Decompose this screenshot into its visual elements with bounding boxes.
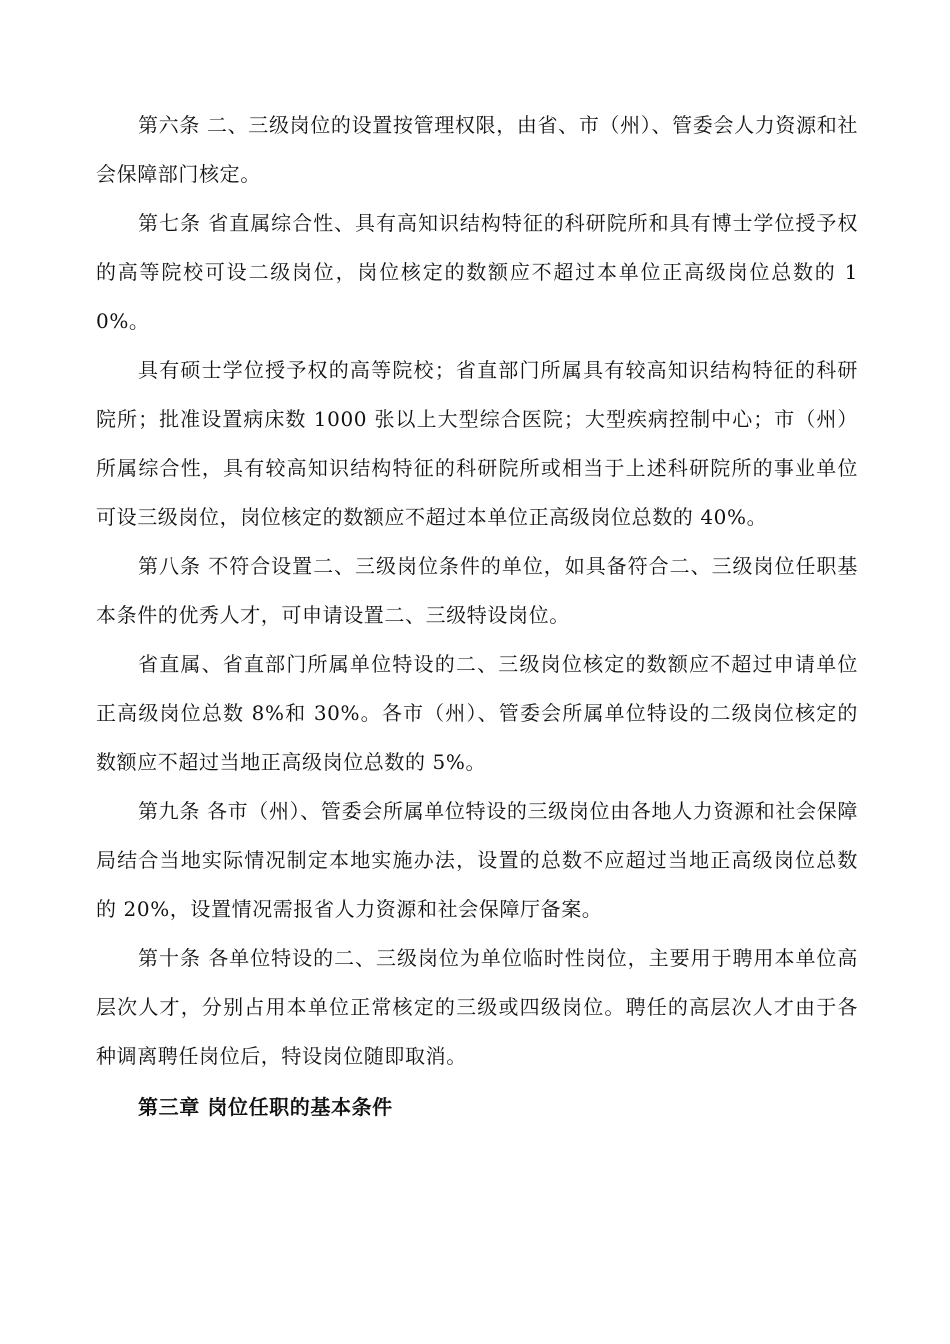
chapter-3-heading: 第三章 岗位任职的基本条件 [138, 1095, 393, 1119]
article-9-paragraph: 第九条 各市（州）、管委会所属单位特设的三级岗位由各地人力资源和社会保障局结合当地实际情况制定本地实施办法，设置的总数不应超过当地正高级岗位总数的 20%，设置情况需报省人力资源和社会保障厅备案。 [96, 799, 858, 921]
article-7-paragraph: 第七条 省直属综合性、具有高知识结构特征的科研院所和具有博士学位授予权的高等院校可设二级岗位，岗位核定的数额应不超过本单位正高级岗位总数的 10%。 [96, 211, 858, 333]
article-7-continuation-paragraph: 具有硕士学位授予权的高等院校；省直部门所属具有较高知识结构特征的科研院所；批准设置病床数 1000 张以上大型综合医院；大型疾病控制中心；市（州）所属综合性，具有较高知识结构特征的科研院所或相当于上述科研院所的事业单位可设三级岗位，岗位核定的数额应不超过本单位正高级岗位总数的 40%。 [96, 358, 858, 529]
document-body [96, 101, 858, 1132]
article-8-continuation-paragraph: 省直属、省直部门所属单位特设的二、三级岗位核定的数额应不超过申请单位正高级岗位总数 8%和 30%。各市（州）、管委会所属单位特设的二级岗位核定的数额应不超过当地正高级岗位总数的 5%。 [96, 652, 858, 774]
article-6-paragraph: 第六条 二、三级岗位的设置按管理权限，由省、市（州）、管委会人力资源和社会保障部门核定。 [96, 113, 858, 186]
article-10-paragraph: 第十条 各单位特设的二、三级岗位为单位临时性岗位，主要用于聘用本单位高层次人才，分别占用本单位正常核定的三级或四级岗位。聘任的高层次人才由于各种调离聘任岗位后，特设岗位随即取消。 [96, 946, 858, 1068]
article-8-paragraph: 第八条 不符合设置二、三级岗位条件的单位，如具备符合二、三级岗位任职基本条件的优秀人才，可申请设置二、三级特设岗位。 [96, 554, 858, 627]
